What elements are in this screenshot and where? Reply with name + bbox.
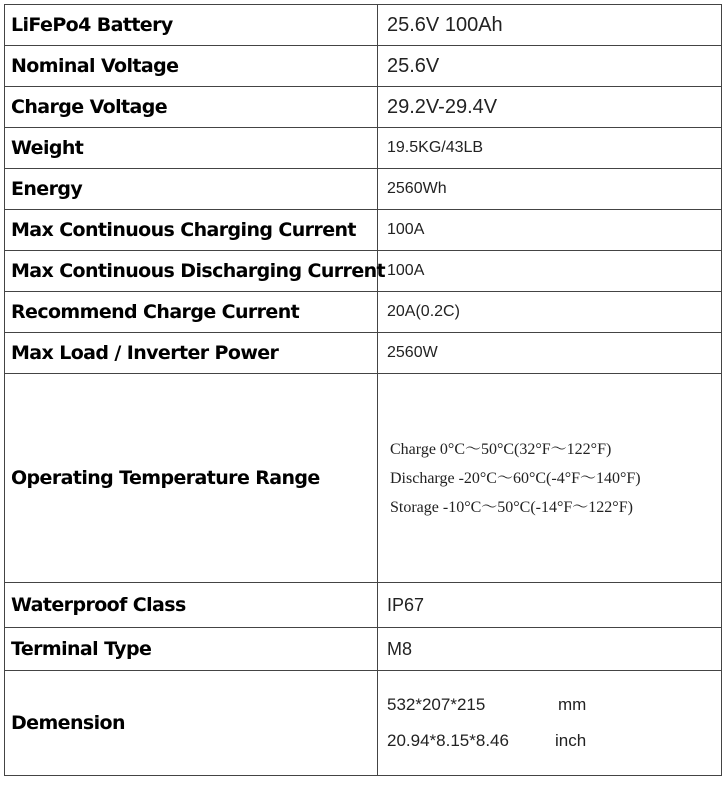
spec-label: Max Continuous Discharging Current <box>5 251 378 292</box>
spec-value: M8 <box>378 628 722 671</box>
table-row <box>5 374 722 583</box>
spec-label: Energy <box>5 169 378 210</box>
spec-label: Demension <box>5 671 378 776</box>
spec-value: 25.6V 100Ah <box>378 5 722 46</box>
dimension-value: 20.94*8.15*8.46 <box>387 731 509 750</box>
spec-value: 2560Wh <box>378 169 722 210</box>
spec-label: Waterproof Class <box>5 583 378 628</box>
dimension-unit: mm <box>558 695 587 714</box>
spec-label: Charge Voltage <box>5 87 378 128</box>
spec-value: 29.2V-29.4V <box>378 87 722 128</box>
spec-label: Recommend Charge Current <box>5 292 378 333</box>
spec-table <box>4 4 722 776</box>
spec-label: Nominal Voltage <box>5 46 378 87</box>
spec-value: 2560W <box>378 333 722 374</box>
spec-label: Operating Temperature Range <box>5 374 378 583</box>
spec-label: Weight <box>5 128 378 169</box>
table-row <box>5 87 722 128</box>
temperature-storage: Storage -10°C～50°C(-14°F～122°F) <box>390 498 633 516</box>
table-row <box>5 583 722 628</box>
spec-value: IP67 <box>378 583 722 628</box>
dimension-mm <box>387 687 721 723</box>
spec-value: 19.5KG/43LB <box>378 128 722 169</box>
dimension-value: 532*207*215 <box>387 695 486 714</box>
temperature-discharge: Discharge -20°C～60°C(-4°F～140°F) <box>390 469 641 487</box>
spec-label: Max Continuous Charging Current <box>5 210 378 251</box>
spec-label: Max Load / Inverter Power <box>5 333 378 374</box>
table-row <box>5 46 722 87</box>
spec-value: 25.6V <box>378 46 722 87</box>
spec-value <box>378 671 722 776</box>
table-row <box>5 169 722 210</box>
spec-value: 100A <box>378 251 722 292</box>
spec-label: Terminal Type <box>5 628 378 671</box>
table-row <box>5 5 722 46</box>
spec-label: LiFePo4 Battery <box>5 5 378 46</box>
spec-value: 100A <box>378 210 722 251</box>
table-row <box>5 292 722 333</box>
table-row <box>5 210 722 251</box>
dimension-inch <box>387 723 721 759</box>
table-row <box>5 628 722 671</box>
table-row <box>5 333 722 374</box>
table-row <box>5 671 722 776</box>
table-row <box>5 128 722 169</box>
spec-value: 20A(0.2C) <box>378 292 722 333</box>
temperature-charge: Charge 0°C～50°C(32°F～122°F) <box>390 440 612 458</box>
spec-value <box>378 374 722 583</box>
table-row <box>5 251 722 292</box>
dimension-unit: inch <box>555 731 587 750</box>
